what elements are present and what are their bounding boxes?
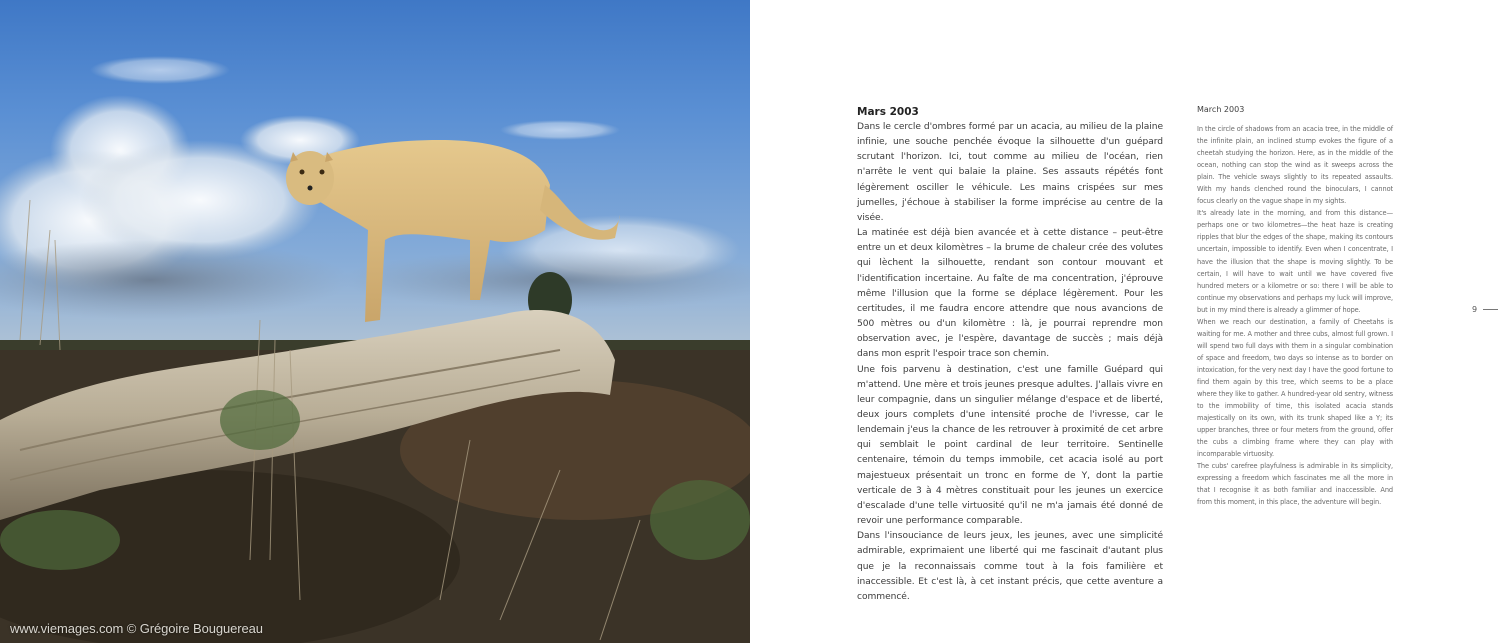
page-number-rule — [1483, 309, 1498, 310]
english-paragraph-1: In the circle of shadows from an acacia tree, in the middle of the infinite plain, an inclined stump evokes the figure of a cheetah studying the horizon. Here, as in the middle of the ocean, nothing can stop the wind as it sweeps across the plain. The vehicle sways slightly to its repeated assaults. With my hands clenched round the binoculars, I cannot focus clearly on the vague shape in my sights. — [1197, 125, 1393, 206]
english-paragraph-2: It's already late in the morning, and from this distance—perhaps one or two kilometres—the heat haze is creating ripples that blur the edges of the shape, making its contours uncertain, impossible to identify. Even when I concentrate, I have the illusion that the shape is moving slightly. To be certain, I will have to wait until we have covered five hundred meters or a kilometre or so: there I will be able to continue my observations and perhaps my luck will improve, but in my mind there is already a glimmer of hope. — [1197, 209, 1393, 314]
french-paragraph-2: La matinée est déjà bien avancée et à cette distance – peut-être entre un et deux kilomètres – la brume de chaleur crée des volutes qui lèchent la silhouette, rendant son contour mouvant et l'identification incertaine. Au faîte de ma concentration, j'éprouve même l'illusion que la forme se déplace légèrement. Pour les certitudes, il me faudra encore attendre que nous avancions de 500 mètres ou d'un kilomètre : là, je pourrai reprendre mon observation avec, je l'espère, davantage de succès ; mais déjà dans mon esprit l'espoir trace son chemin. — [857, 228, 1163, 360]
french-paragraph-3: Une fois parvenu à destination, c'est une famille Guépard qui m'attend. Une mère et trois jeunes presque adultes. J'allais vivre en leur compagnie, dans un singulier mélange d'espace et de liberté, deux jours complets d'une intensité proche de l'ivresse, car le lendemain j'eus la chance de les retrouver à proximité de cet arbre qui semblait le point cardinal de leur territoire. Sentinelle centenaire, témoin du temps immobile, cet acacia isolé au port majestueux présentait un tronc en forme de Y, dont la partie verticale de 3 à 4 mètres constituait pour les jeunes un exercice d'escalade d'une telle virtuosité qu'il ne m'a jamais été donné de revoir une performance comparable. — [857, 364, 1163, 527]
french-paragraph-4: Dans l'insouciance de leurs jeux, les jeunes, avec une simplicité admirable, exprimaient une liberté qui me fascinait d'autant plus que je la reconnaissais comme tout à la fois familière et inaccessible. Et c'est là, à cet instant précis, que cette aventure a commencé. — [857, 531, 1163, 602]
page-number — [1472, 305, 1498, 314]
photo-credit: www.viemages.com © Grégoire Bouguereau — [10, 621, 263, 636]
english-paragraph-3: When we reach our destination, a family of Cheetahs is waiting for me. A mother and three cubs, almost full grown. I will spend two full days with them in a singular combination of space and freedom, two days so intense as to border on intoxication, for the very next day I have the good fortune to find them again by this tree, which seems to be a place where they like to gather. A hundred-year old sentry, witness to the immobility of time, this isolated acacia stands majestically on its own, with its trunk shaped like a Y; its upper branches, three or four meters from the ground, offer the cubs a climbing frame where they can play with incomparable virtuosity. — [1197, 317, 1393, 459]
french-text-column — [857, 104, 1163, 605]
page-number-value: 9 — [1472, 305, 1478, 314]
english-heading: March 2003 — [1197, 105, 1245, 114]
english-text-column — [1197, 104, 1393, 509]
french-heading: Mars 2003 — [857, 106, 919, 118]
english-paragraph-4: The cubs' carefree playfulness is admirable in its simplicity, expressing a freedom which fascinates me all the more in that I recognise it as both familiar and inaccessible. And from this moment, in this place, the adventure will begin. — [1197, 462, 1393, 507]
french-paragraph-1: Dans le cercle d'ombres formé par un acacia, au milieu de la plaine infinie, une souche penchée évoque la silhouette d'un guépard scrutant l'horizon. Ici, tout comme au milieu de l'océan, rien n'arrête le vent qui balaie la plaine. Ses assauts répétés font légèrement osciller le véhicule. Les mains crispées sur mes jumelles, j'échoue à stabiliser la forme imprécise au centre de la visée. — [857, 122, 1163, 223]
